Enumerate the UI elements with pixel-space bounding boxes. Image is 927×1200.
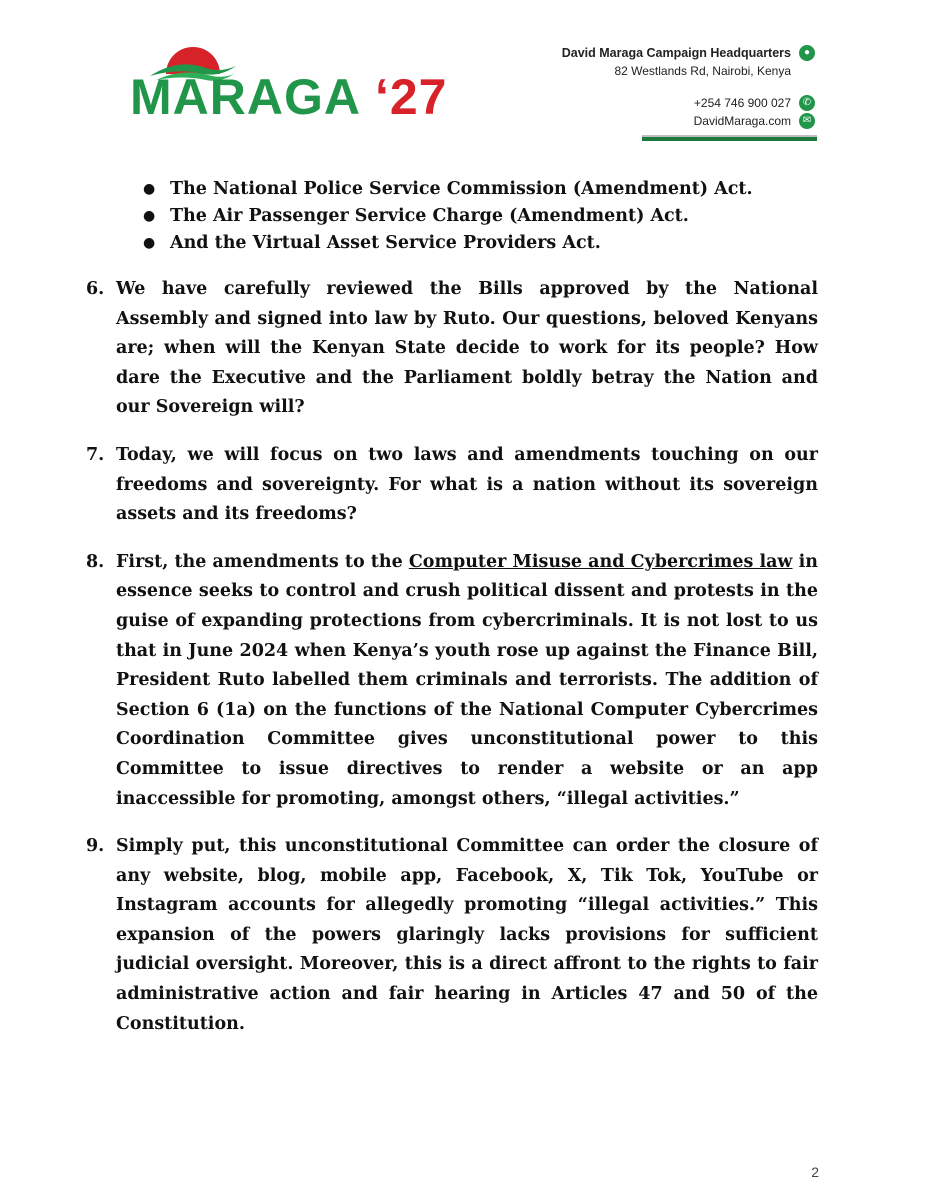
headquarters-name: David Maraga Campaign Headquarters bbox=[561, 46, 791, 60]
address-line bbox=[562, 62, 815, 80]
bullet-icon: ● bbox=[143, 208, 156, 224]
paragraph-number: 8. bbox=[86, 551, 105, 572]
phone-icon: ✆ bbox=[799, 95, 815, 111]
paragraph-text: Today, we will focus on two laws and amendments touching on our freedoms and sovereignty. For what is a nation without its sovereign assets and its freedoms? bbox=[116, 444, 818, 525]
paragraph-number: 9. bbox=[86, 836, 105, 857]
paragraph-number: 7. bbox=[86, 444, 105, 465]
address: 82 Westlands Rd, Nairobi, Kenya bbox=[614, 64, 791, 78]
paragraph-text-start: First, the amendments to the bbox=[116, 551, 409, 572]
list-item: ● The Air Passenger Service Charge (Amendment) Act. bbox=[140, 203, 818, 230]
email-icon: ✉ bbox=[799, 113, 815, 129]
paragraph-9 bbox=[80, 832, 818, 1039]
paragraph-8 bbox=[80, 548, 818, 814]
bill-list bbox=[80, 176, 818, 257]
computer-misuse-law-link[interactable]: Computer Misuse and Cybercrimes law bbox=[408, 551, 793, 572]
paragraph-number: 6. bbox=[86, 279, 105, 299]
logo-name: MARAGA bbox=[130, 69, 361, 125]
campaign-logo bbox=[130, 44, 450, 124]
phone-line bbox=[562, 94, 815, 112]
page-number: 2 bbox=[811, 1164, 819, 1180]
paragraph-7 bbox=[80, 441, 818, 530]
logo-wordmark bbox=[130, 69, 448, 125]
website[interactable]: DavidMaraga.com bbox=[693, 114, 791, 128]
list-item: ● The National Police Service Commission (Amendment) Act. bbox=[140, 176, 818, 203]
bullet-icon: ● bbox=[143, 235, 156, 251]
paragraph-text: Simply put, this unconstitutional Committee can order the closure of any website, blog, mobile app, Facebook, X, Tik Tok, YouTube or Instagram accounts for allegedly promoting “illegal activities.” This expansion of the powers glaringly lacks provisions for sufficient judicial oversight. Moreover, this is a direct affront to the rights to fair administrative action and fair hearing in Articles 47 and 50 of the Constitution. bbox=[116, 836, 818, 1034]
headquarters-line bbox=[562, 44, 815, 62]
website-line bbox=[562, 112, 815, 130]
header-divider-accent bbox=[642, 137, 817, 141]
paragraph-text: We have carefully reviewed the Bills approved by the National Assembly and signed into law by Ruto. Our questions, beloved Kenyans are; when will the Kenyan State decide to work for its people? How dare the Executive and the Parliament boldly betray the Nation and our Sovereign will? bbox=[116, 279, 818, 418]
logo-year: ‘27 bbox=[374, 69, 448, 125]
phone: +254 746 900 027 bbox=[693, 96, 791, 110]
document-body bbox=[80, 176, 818, 1039]
location-pin-icon: ● bbox=[799, 45, 815, 61]
contact-block bbox=[562, 44, 815, 130]
paragraph-6 bbox=[80, 275, 818, 423]
paragraph-text-end: in essence seeks to control and crush political dissent and protests in the guise of expanding protections from cybercriminals. It is not lost to us that in June 2024 when Kenya’s youth rose up against the Finance Bill, President Ruto labelled them criminals and terrorists. The addition of Section 6 (1a) on the functions of the National Computer Cybercrimes Coordination Committee gives unconstitutional power to this Committee to issue directives to render a website or an app inaccessible for promoting, amongst others, “illegal activities.” bbox=[116, 551, 818, 809]
list-item: ● And the Virtual Asset Service Providers Act. bbox=[140, 230, 818, 257]
bullet-icon: ● bbox=[143, 181, 156, 197]
